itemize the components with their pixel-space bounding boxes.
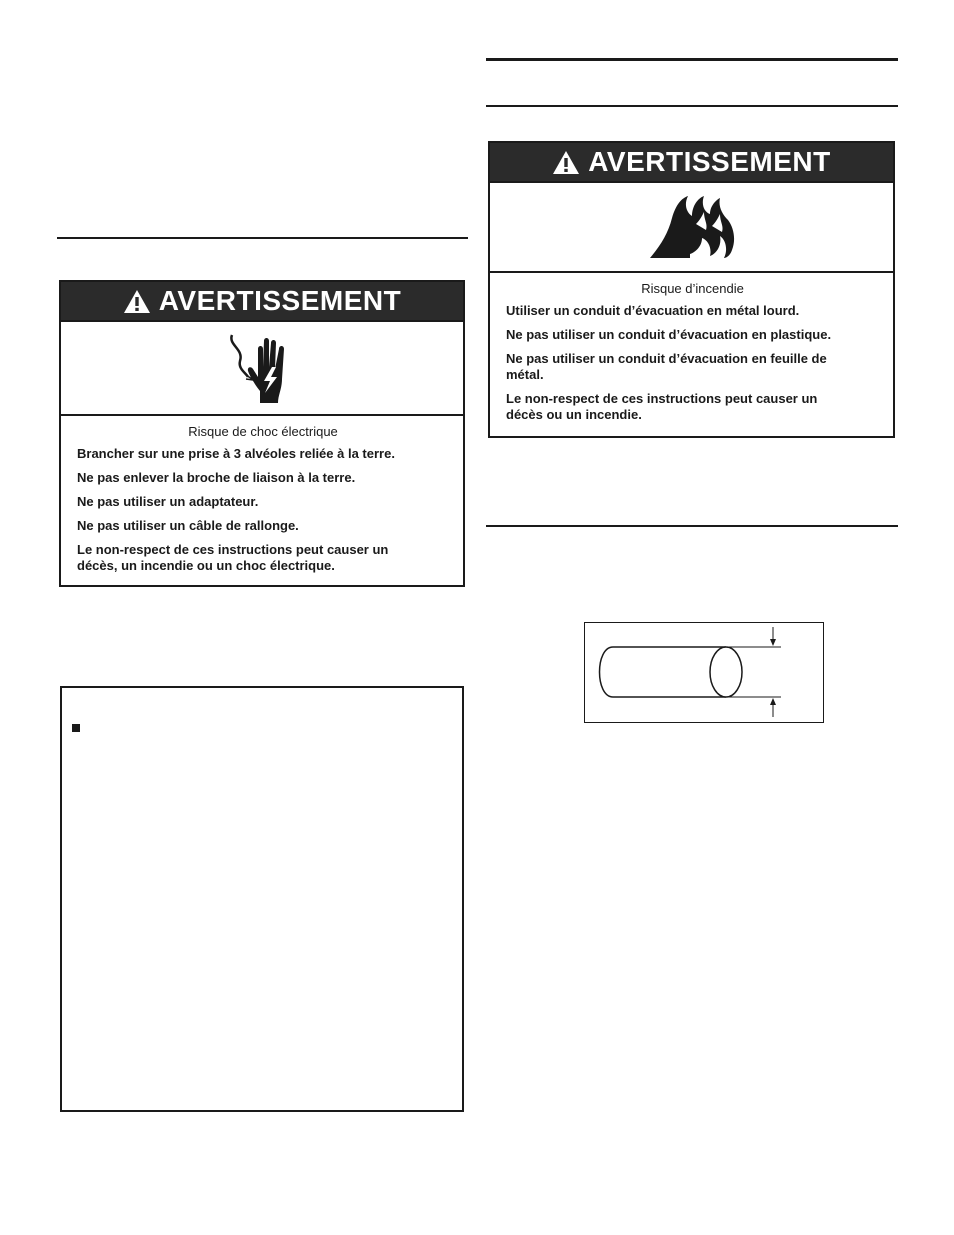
- hazard-icon-area: [490, 183, 893, 273]
- warning-line: Ne pas utiliser un conduit d’évacuation en plastique.: [506, 327, 832, 342]
- warning-line: Utiliser un conduit d’évacuation en métal lourd.: [506, 303, 800, 318]
- warning-title: AVERTISSEMENT: [588, 146, 831, 177]
- right-top-heavy-rule: [486, 58, 898, 61]
- bullet-square-icon: [72, 724, 80, 732]
- fire-warning-box: [488, 141, 895, 438]
- warning-line: Ne pas enlever la broche de liaison à la terre.: [77, 470, 356, 485]
- warning-text-block: [61, 416, 463, 582]
- fire-flame-icon: [646, 194, 738, 260]
- warning-triangle-icon: [123, 289, 151, 314]
- warning-line: Brancher sur une prise à 3 alvéoles reliée à la terre.: [77, 446, 395, 461]
- warning-line: Ne pas utiliser un adaptateur.: [77, 494, 259, 509]
- electric-shock-hand-icon: [226, 331, 298, 405]
- duct-cylinder-diagram: [585, 623, 822, 721]
- duct-diameter-diagram: [584, 622, 824, 723]
- warning-line: Le non-respect de ces instructions peut causer un décès, un incendie ou un choc électrique.: [77, 542, 389, 573]
- left-section-rule: [57, 237, 468, 239]
- warning-line: Ne pas utiliser un conduit d’évacuation en feuille de métal.: [506, 351, 827, 382]
- note-box: [60, 686, 464, 1112]
- hazard-icon-area: [61, 322, 463, 416]
- electric-shock-warning-box: [59, 280, 465, 587]
- right-section-rule-2: [486, 525, 898, 527]
- warning-title: AVERTISSEMENT: [158, 285, 402, 316]
- warning-text-block: [490, 273, 893, 431]
- right-section-rule-1: [486, 105, 898, 107]
- warning-line: Le non-respect de ces instructions peut causer un décès ou un incendie.: [506, 391, 818, 422]
- warning-triangle-icon: [552, 150, 580, 175]
- risk-title: Risque de choc électrique: [188, 424, 338, 439]
- warning-header: [490, 143, 893, 183]
- warning-line: Ne pas utiliser un câble de rallonge.: [77, 518, 299, 533]
- risk-title: Risque d’incendie: [641, 281, 744, 296]
- warning-header: [61, 282, 463, 322]
